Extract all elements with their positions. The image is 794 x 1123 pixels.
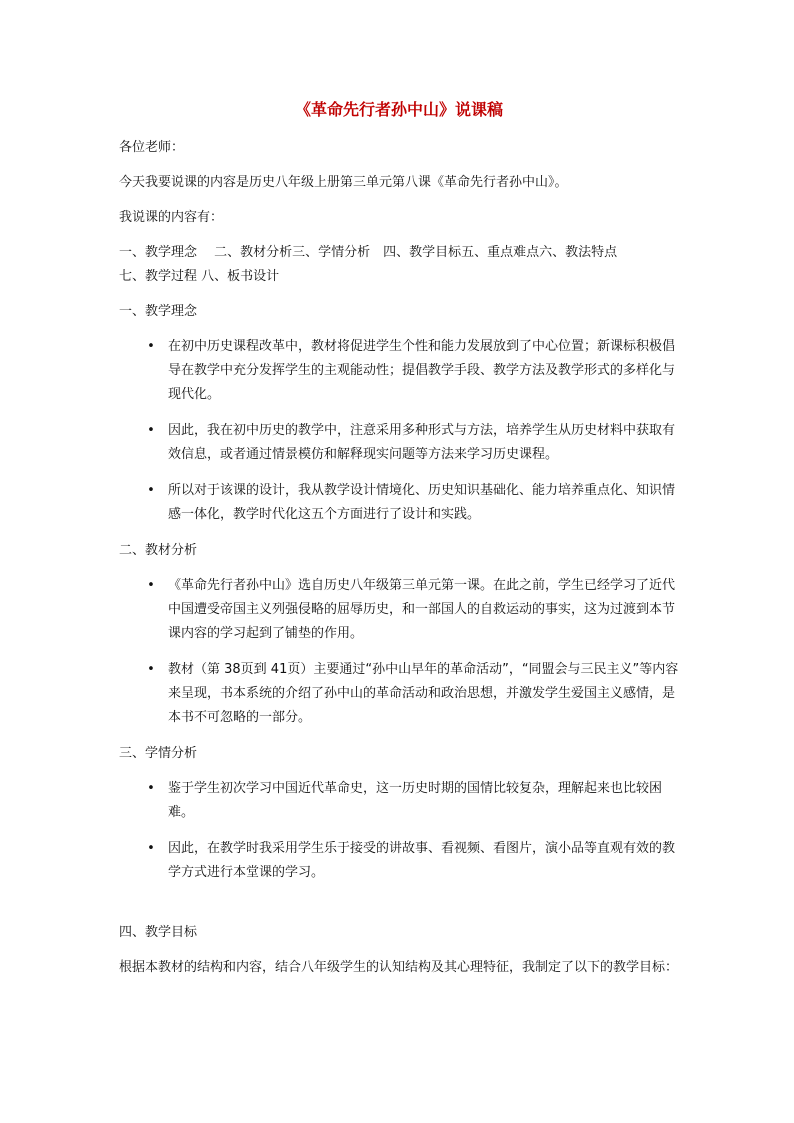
- bullet-icon: •: [147, 662, 155, 677]
- list-item-text: 鉴于学生初次学习中国近代革命史，这一历史时期的国情比较复杂，理解起来也比较困难。: [168, 781, 663, 820]
- bullet-icon: •: [147, 841, 155, 856]
- bullet-icon: •: [147, 339, 155, 354]
- outline-list: [119, 241, 679, 289]
- student-analysis-list: [119, 777, 679, 885]
- bullet-icon: •: [147, 781, 155, 796]
- list-item: [119, 837, 679, 885]
- textbook-analysis-list: [119, 574, 679, 730]
- list-item: [119, 335, 679, 407]
- spacer: [119, 897, 679, 921]
- list-item: [119, 479, 679, 527]
- bullet-icon: •: [147, 483, 155, 498]
- outline-line-1: 一、教学理念 二、教材分析三、学情分析 四、教学目标五、重点难点六、教法特点: [119, 245, 618, 260]
- list-item-text: 因此，我在初中历史的教学中，注意采用多种形式与方法，培养学生从历史材料中获取有效信息，或者通过情景模仿和解释现实问题等方法来学习历史课程。: [168, 423, 676, 462]
- bullet-icon: •: [147, 578, 155, 593]
- list-item: [119, 777, 679, 825]
- greeting: 各位老师：: [119, 140, 185, 155]
- list-item: [119, 658, 679, 730]
- document-title: 《革命先行者孙中山》说课稿: [294, 100, 503, 119]
- list-item: [119, 419, 679, 467]
- section-heading-teaching-goals: 四、教学目标: [119, 925, 198, 940]
- intro-paragraph: 今天我要说课的内容是历史八年级上册第三单元第八课《革命先行者孙中山》。: [119, 175, 568, 190]
- list-item-text: 教材（第 38页到 41页）主要通过“孙中山早年的革命活动”，“同盟会与三民主义”等内容来呈现，书本系统的介绍了孙中山的革命活动和政治思想，并激发学生爱国主义感情，是本书不可忽略的一部分。: [168, 662, 679, 725]
- section-heading-textbook-analysis: 二、教材分析: [119, 543, 198, 558]
- section-heading-student-analysis: 三、学情分析: [119, 746, 198, 761]
- list-item-text: 所以对于该课的设计，我从教学设计情境化、历史知识基础化、能力培养重点化、知识情感一体化，教学时代化这五个方面进行了设计和实践。: [168, 483, 676, 522]
- bullet-icon: •: [147, 423, 155, 438]
- list-item-text: 在初中历史课程改革中，教材将促进学生个性和能力发展放到了中心位置；新课标积极倡导在教学中充分发挥学生的主观能动性；提倡教学手段、教学方法及教学形式的多样化与现代化。: [168, 339, 676, 402]
- section-heading-teaching-philosophy: 一、教学理念: [119, 304, 198, 319]
- teaching-philosophy-list: [119, 335, 679, 527]
- list-item-text: 《革命先行者孙中山》选自历史八年级第三单元第一课。在此之前，学生已经学习了近代中国遭受帝国主义列强侵略的屈辱历史，和一部国人的自救运动的事实，这为过渡到本节课内容的学习起到了铺垫的作用。: [168, 578, 676, 641]
- outline-heading: 我说课的内容有：: [119, 210, 224, 225]
- outline-line-2: 七、教学过程 八、板书设计: [119, 269, 280, 284]
- document-body: [119, 100, 679, 991]
- teaching-goals-paragraph: 根据本教材的结构和内容，结合八年级学生的认知结构及其心理特征，我制定了以下的教学目标：: [119, 960, 679, 975]
- list-item-text: 因此，在教学时我采用学生乐于接受的讲故事、看视频、看图片，演小品等直观有效的教学方式进行本堂课的学习。: [168, 841, 676, 880]
- list-item: [119, 574, 679, 646]
